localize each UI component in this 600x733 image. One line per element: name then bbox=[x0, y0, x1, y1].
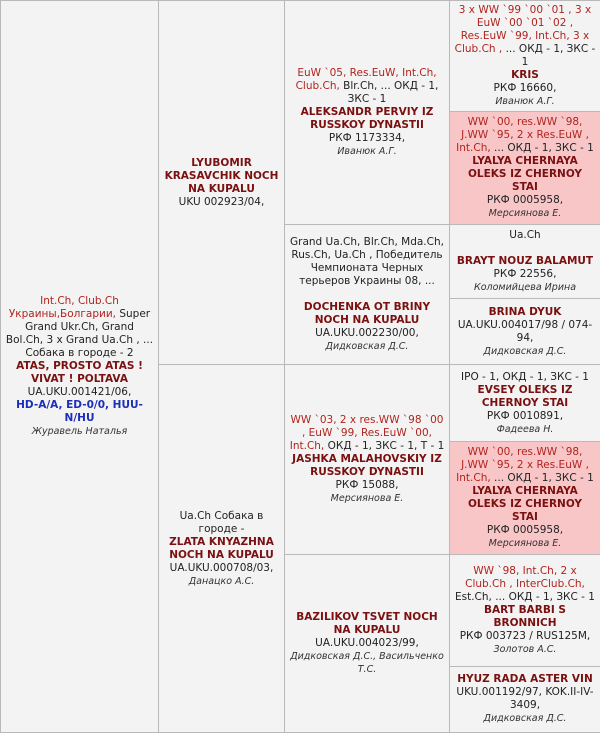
sire-dam-titles: Grand Ua.Ch, Blr.Ch, Mda.Ch, Rus.Ch, Ua.Ch , Победитель Чемпионата Черных терьеров Украины 08, ... bbox=[290, 236, 444, 288]
great-grandparent-7-cell bbox=[450, 554, 600, 666]
great-grandparent-2-cell bbox=[450, 112, 600, 225]
sire-reg: UKU 002923/04, bbox=[178, 195, 265, 208]
great-grandparent-6-cell bbox=[450, 441, 600, 554]
sire-dam-reg: UA.UKU.002230/00, bbox=[315, 327, 419, 340]
dam-cell bbox=[159, 365, 285, 733]
great-grandparent-8-cell bbox=[450, 666, 600, 732]
sire-name[interactable]: LYUBOMIR KRASAVCHIK NOCH NA KUPALU bbox=[164, 156, 279, 195]
g4-owner: Дидковская Д.С. bbox=[483, 345, 567, 357]
dam-sire-owner: Мерсиянова Е. bbox=[330, 493, 404, 505]
great-grandparent-3-cell bbox=[450, 225, 600, 299]
dam-sire-titles-red: WW `03, 2 x res.WW `98 `00 , EuW `99, Res.EuW `00, Int.Ch, bbox=[289, 414, 444, 453]
g7-titles-red: WW `98, Int.Ch, 2 x Club.Ch , InterClub.Ch, bbox=[465, 564, 585, 590]
sire-dam-cell bbox=[285, 225, 450, 365]
g3-name[interactable]: BRAYT NOUZ BALAMUT bbox=[456, 255, 594, 268]
dam-dam-owner: Дидковская Д.С., Васильченко Т.С. bbox=[290, 650, 444, 675]
g3-titles: Ua.Ch bbox=[509, 229, 541, 242]
g7-name[interactable]: BART BARBI S BRONNICH bbox=[484, 603, 566, 629]
root-titles-red: Int.Ch, Club.Ch Украины,Болгарии, bbox=[8, 295, 119, 320]
dam-reg: UA.UKU.000708/03, bbox=[169, 561, 274, 574]
g5-owner: Фадеева Н. bbox=[496, 423, 554, 435]
g1-owner: Иванюк А.Г. bbox=[495, 96, 555, 108]
root-dog-reg: UA.UKU.001421/06, bbox=[27, 386, 132, 398]
dam-name[interactable]: ZLATA KNYAZHNA NOCH NA KUPALU bbox=[169, 535, 274, 561]
great-grandparent-4-cell bbox=[450, 299, 600, 365]
sire-sire-cell bbox=[285, 1, 450, 225]
sire-sire-owner: Иванюк А.Г. bbox=[337, 146, 397, 158]
g1-reg: РКФ 16660, bbox=[493, 82, 557, 95]
g1-name[interactable]: KRIS bbox=[511, 69, 539, 82]
g8-owner: Дидковская Д.С. bbox=[483, 713, 567, 725]
dam-dam-name[interactable]: BAZILIKOV TSVET NOCH NA KUPALU bbox=[296, 610, 438, 636]
sire-dam-name[interactable]: DOCHENKA OT BRINY NOCH NA KUPALU bbox=[303, 301, 431, 327]
root-health-results: HD-A/A, ED-0/0, HUU-N/HU bbox=[16, 399, 143, 424]
sire-sire-name[interactable]: ALEKSANDR PERVIY IZ RUSSKOY DYNASTII bbox=[300, 106, 434, 132]
dam-sire-name[interactable]: JASHKA MALAHOVSKIY IZ RUSSKOY DYNASTII bbox=[292, 453, 442, 479]
sire-sire-titles-red: EuW `05, Res.EuW, Int.Ch, Club.Ch, bbox=[295, 67, 437, 93]
g4-reg: UA.UKU.004017/98 / 074-94, bbox=[457, 318, 593, 344]
g7-reg: РКФ 003723 / RUS125M, bbox=[459, 629, 591, 642]
dam-dam-reg: UA.UKU.004023/99, bbox=[315, 636, 419, 649]
sire-cell bbox=[159, 1, 285, 365]
g7-titles-dark: Est.Ch, ... ОКД - 1, ЗКС - 1 bbox=[455, 590, 595, 603]
g2-reg: РКФ 0005958, bbox=[486, 194, 564, 207]
root-dog-cell bbox=[1, 1, 159, 733]
great-grandparent-5-cell bbox=[450, 365, 600, 441]
g1-titles-red: 3 x WW `99 `00 `01 , 3 x EuW `00 `01 `02 , Res.EuW `99, Int.Ch, 3 x Club.Ch , bbox=[454, 4, 592, 56]
g6-name[interactable]: LYALYA CHERNAYA OLEKS IZ CHERNOY STAI bbox=[467, 484, 582, 523]
g8-reg: UKU.001192/97, KOK.II-IV-3409, bbox=[456, 686, 594, 712]
g2-titles-red: WW `00, res.WW `98, J.WW `95, 2 x Res.EuW , Int.Ch, bbox=[456, 116, 589, 155]
root-dog-name[interactable]: ATAS, PROSTO ATAS ! VIVAT ! POLTAVA bbox=[16, 360, 143, 385]
g5-reg: РКФ 0010891, bbox=[486, 409, 564, 422]
g6-reg: РКФ 0005958, bbox=[486, 523, 564, 536]
g2-titles-dark: ... ОКД - 1, ЗКС - 1 bbox=[494, 142, 594, 155]
g7-owner: Золотов А.С. bbox=[493, 643, 557, 655]
g2-name[interactable]: LYALYA CHERNAYA OLEKS IZ CHERNOY STAI bbox=[467, 155, 582, 194]
g3-reg: РКФ 22556, bbox=[493, 268, 557, 281]
dam-sire-cell bbox=[285, 365, 450, 554]
dam-sire-titles-dark: ОКД - 1, ЗКС - 1, Т - 1 bbox=[327, 440, 445, 453]
g3-owner: Коломийцева Ирина bbox=[473, 282, 577, 294]
g6-titles-dark: ... ОКД - 1, ЗКС - 1 bbox=[494, 471, 594, 484]
dam-sire-reg: РКФ 15088, bbox=[335, 479, 399, 492]
dam-owner: Данацко А.С. bbox=[188, 575, 255, 587]
root-titles-dark: Super Grand Ukr.Ch, Grand Bol.Ch, 3 x Grand Ua.Ch , ... Собака в городе - 2 bbox=[5, 308, 154, 359]
g4-name[interactable]: BRINA DYUK bbox=[488, 305, 562, 318]
great-grandparent-1-cell bbox=[450, 1, 600, 112]
g8-name[interactable]: HYUZ RADA ASTER VIN bbox=[457, 673, 593, 686]
g1-titles-dark: ... ОКД - 1, ЗКС - 1 bbox=[505, 43, 596, 69]
g5-titles: IPO - 1, ОКД - 1, ЗКС - 1 bbox=[461, 370, 589, 383]
g2-owner: Мерсиянова Е. bbox=[488, 208, 562, 220]
sire-sire-titles-dark: Blr.Ch, ... ОКД - 1, ЗКС - 1 bbox=[343, 80, 439, 106]
root-owner: Журавель Наталья bbox=[31, 426, 128, 437]
dam-dam-cell bbox=[285, 554, 450, 732]
sire-sire-reg: РКФ 1173334, bbox=[328, 132, 406, 145]
sire-dam-owner: Дидковская Д.С. bbox=[325, 341, 409, 353]
g6-owner: Мерсиянова Е. bbox=[488, 537, 562, 549]
g5-name[interactable]: EVSEY OLEKS IZ CHERNOY STAI bbox=[477, 383, 573, 409]
dam-titles: Ua.Ch Собака в городе - bbox=[179, 509, 264, 535]
g6-titles-red: WW `00, res.WW `98, J.WW `95, 2 x Res.EuW , Int.Ch, bbox=[456, 445, 589, 484]
